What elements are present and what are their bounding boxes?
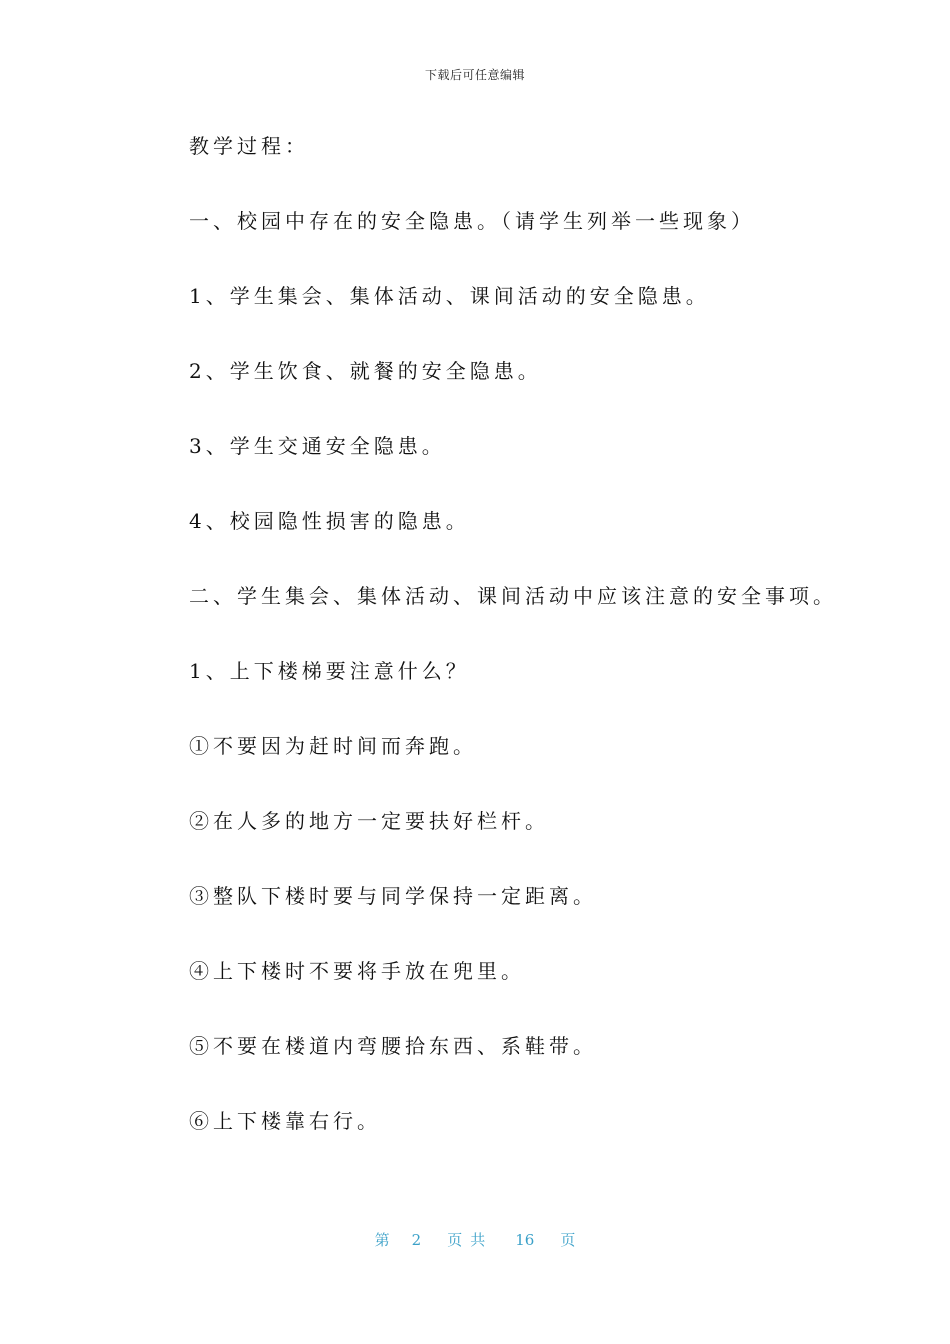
sub-list-item: ④上下楼时不要将手放在兜里。 (189, 959, 525, 983)
list-item: 2、学生饮食、就餐的安全隐患。 (189, 359, 542, 383)
section-heading-precautions: 二、学生集会、集体活动、课间活动中应该注意的安全事项。 (189, 584, 837, 608)
list-item: 1、上下楼梯要注意什么？ (189, 659, 470, 683)
footer-total-pages: 16 (515, 1231, 535, 1249)
sub-list-item: ①不要因为赶时间而奔跑。 (189, 734, 477, 758)
sub-list-item: ②在人多的地方一定要扶好栏杆。 (189, 809, 549, 833)
page-header-note: 下载后可任意编辑 (424, 68, 525, 82)
sub-list-item: ⑤不要在楼道内弯腰拾东西、系鞋带。 (189, 1034, 597, 1058)
list-item: 4、校园隐性损害的隐患。 (189, 509, 470, 533)
footer-prefix: 第 (374, 1231, 390, 1249)
footer-middle: 页共 (447, 1231, 494, 1249)
document-body (189, 131, 869, 1181)
page-number-footer (0, 1229, 950, 1250)
section-heading-teaching-process: 教学过程： (189, 134, 309, 158)
section-heading-hazards: 一、校园中存在的安全隐患。（请学生列举一些现象） (189, 209, 755, 233)
sub-list-item: ⑥上下楼靠右行。 (189, 1109, 381, 1133)
footer-current-page: 2 (411, 1231, 422, 1249)
footer-suffix: 页 (560, 1231, 576, 1249)
list-item: 1、学生集会、集体活动、课间活动的安全隐患。 (189, 284, 710, 308)
list-item: 3、学生交通安全隐患。 (189, 434, 446, 458)
sub-list-item: ③整队下楼时要与同学保持一定距离。 (189, 884, 597, 908)
